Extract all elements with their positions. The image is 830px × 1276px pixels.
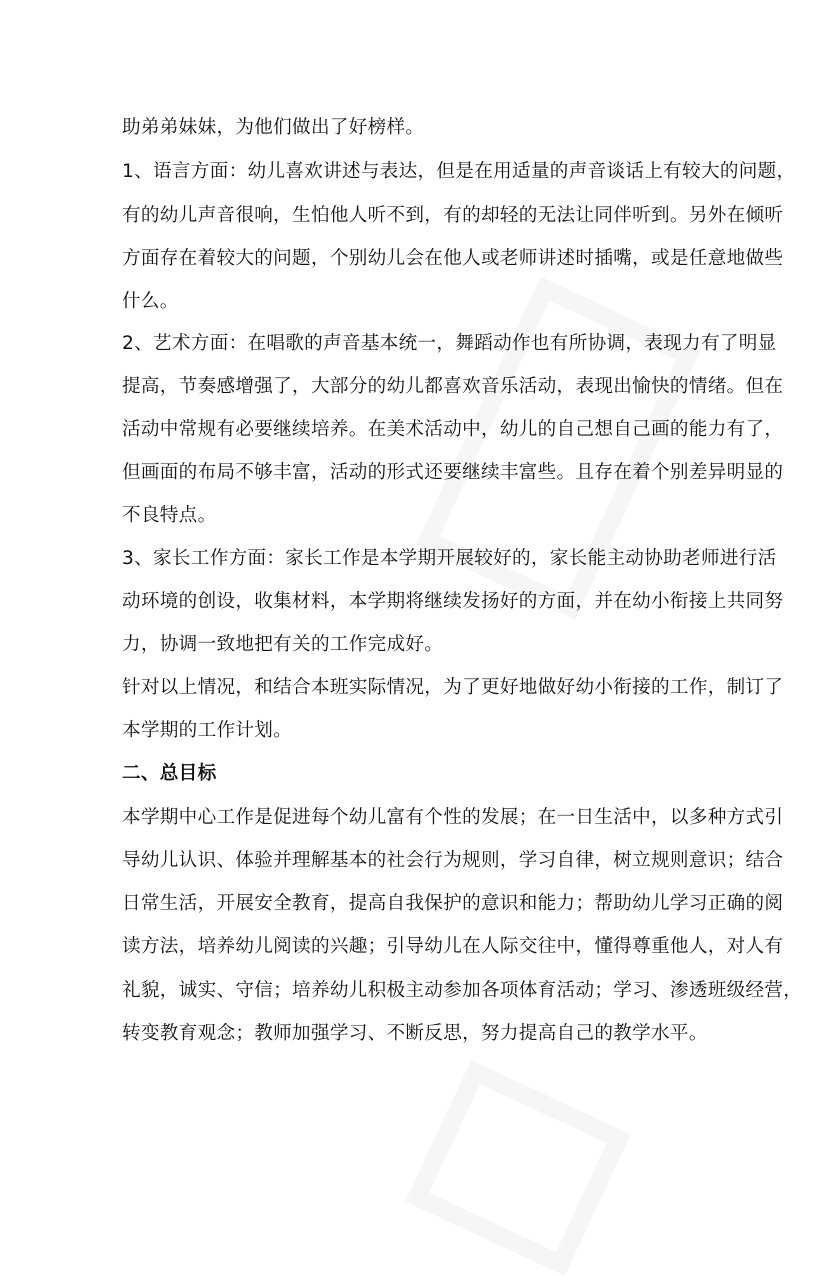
text-line: 有的幼儿声音很响，生怕他人听不到，有的却轻的无法让同伴听到。另外在倾听 xyxy=(122,205,784,226)
text-line: 动环境的创设，收集材料，本学期将继续发扬好的方面，并在幼小衔接上共同努 xyxy=(122,591,784,612)
text-line: 1、语言方面：幼儿喜欢讲述与表达，但是在用适量的声音谈话上有较大的问题， xyxy=(122,161,796,182)
text-line: 助弟弟妹妹，为他们做出了好榜样。 xyxy=(122,117,425,138)
text-line: 提高，节奏感增强了，大部分的幼儿都喜欢音乐活动，表现出愉快的情绪。但在 xyxy=(122,376,784,397)
text-line: 导幼儿认识、体验并理解基本的社会行为规则，学习自律，树立规则意识；结合 xyxy=(122,850,784,871)
text-line: 力，协调一致地把有关的工作完成好。 xyxy=(122,634,444,655)
text-line: 方面存在着较大的问题，个别幼儿会在他人或老师讲述时插嘴，或是任意地做些 xyxy=(122,248,784,269)
text-line: 日常生活，开展安全教育，提高自我保护的意识和能力；帮助幼儿学习正确的阅 xyxy=(122,893,784,914)
text-line: 不良特点。 xyxy=(122,505,217,526)
text-line: 本学期的工作计划。 xyxy=(122,720,293,741)
text-line: 2、艺术方面：在唱歌的声音基本统一，舞蹈动作也有所协调，表现力有了明显 xyxy=(122,333,777,354)
watermark xyxy=(405,1060,630,1276)
text-line: 本学期中心工作是促进每个幼儿富有个性的发展；在一日生活中，以多种方式引 xyxy=(122,807,784,828)
text-line: 活动中常规有必要继续培养。在美术活动中，幼儿的自己想自己画的能力有了， xyxy=(122,419,784,440)
text-line: 礼貌，诚实、守信；培养幼儿积极主动参加各项体育活动；学习、渗透班级经营， xyxy=(122,980,803,1001)
text-line: 读方法，培养幼儿阅读的兴趣；引导幼儿在人际交往中，懂得尊重他人，对人有 xyxy=(122,936,784,957)
section-heading: 二、总目标 xyxy=(122,763,217,784)
text-line: 针对以上情况，和结合本班实际情况，为了更好地做好幼小衔接的工作，制订了 xyxy=(122,677,784,698)
text-line: 什么。 xyxy=(122,291,179,312)
text-line: 3、家长工作方面：家长工作是本学期开展较好的，家长能主动协助老师进行活 xyxy=(122,548,777,569)
text-line: 但画面的布局不够丰富，活动的形式还要继续丰富些。且存在着个别差异明显的 xyxy=(122,462,784,483)
text-line: 转变教育观念；教师加强学习、不断反思，努力提高自己的教学水平。 xyxy=(122,1023,708,1044)
